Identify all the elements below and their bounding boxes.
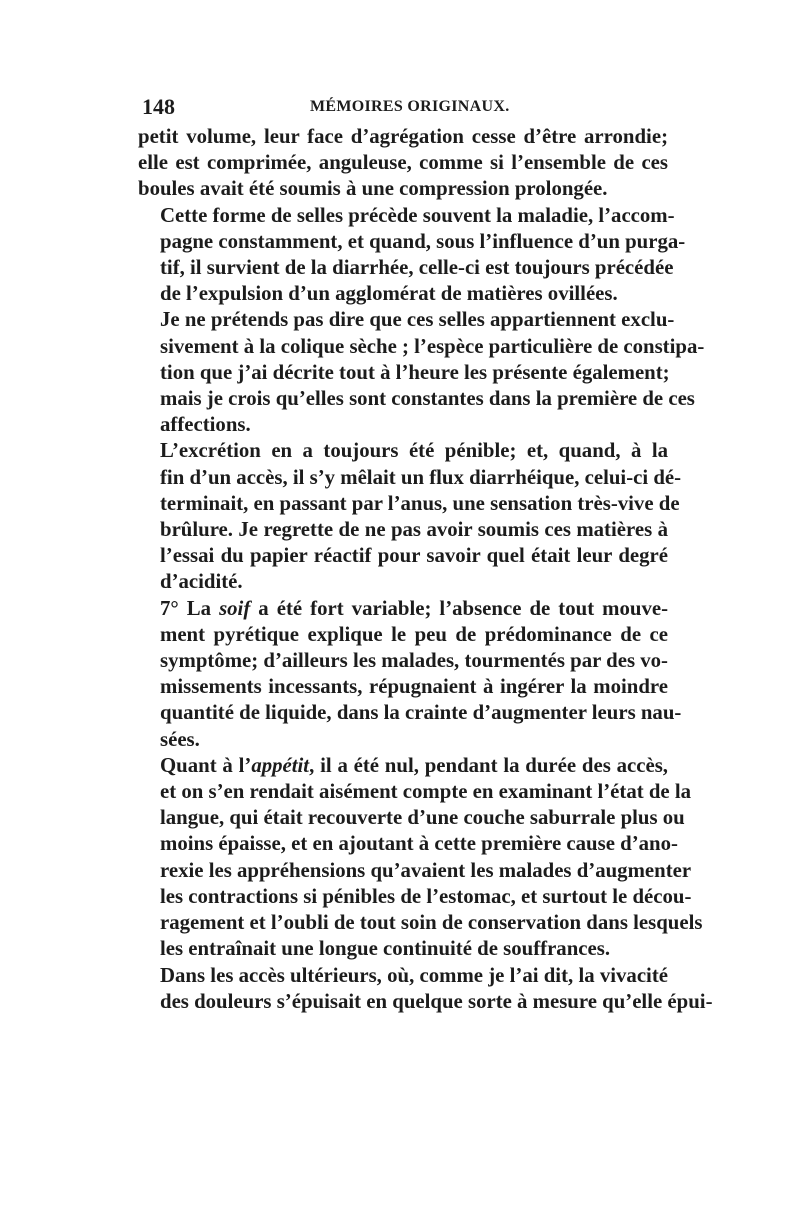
text-line: pagne constamment, et quand, sous l’influence d’un purga-: [160, 229, 686, 253]
text-line: moins épaisse, et en ajoutant à cette première cause d’ano-: [160, 832, 678, 856]
page-header: [138, 94, 668, 124]
page-number: 148: [142, 94, 175, 119]
text-line: Cette forme de selles précède souvent la maladie, l’accom-: [160, 203, 675, 227]
paragraph: [138, 963, 713, 1015]
text-line: Quant à l’appétit, il a été nul, pendant la durée des accès,: [160, 753, 668, 777]
text-line: quantité de liquide, dans la crainte d’augmenter leurs nau-: [160, 701, 682, 725]
paragraph: [138, 753, 703, 963]
text-line: sées.: [160, 727, 200, 751]
paragraph: [138, 307, 705, 438]
text-line: tif, il survient de la diarrhée, celle-ci est toujours précédée: [160, 256, 674, 280]
text-line: rexie les appréhensions qu’avaient les malades d’augmenter: [160, 858, 692, 882]
text-line: symptôme; d’ailleurs les malades, tourmentés par des vo-: [160, 649, 668, 673]
body-text: [138, 124, 713, 1015]
text-line: d’acidité.: [160, 570, 243, 594]
text-line: Dans les accès ultérieurs, où, comme je l’ai dit, la vivacité: [160, 963, 668, 987]
text-line: et on s’en rendait aisément compte en examinant l’état de la: [160, 780, 692, 804]
running-head: MÉMOIRES ORIGINAUX.: [310, 98, 510, 115]
text-line: Je ne prétends pas dire que ces selles appartiennent exclu-: [160, 308, 675, 332]
text-line: ment pyrétique explique le peu de prédominance de ce: [160, 622, 668, 646]
text-line: langue, qui était recouverte d’une couche saburrale plus ou: [160, 806, 685, 830]
text-line: l’essai du papier réactif pour savoir quel était leur degré: [160, 544, 668, 568]
text-line: affections.: [160, 413, 251, 437]
text-line: fin d’un accès, il s’y mêlait un flux diarrhéique, celui-ci dé-: [160, 465, 682, 489]
text-line: terminait, en passant par l’anus, une sensation très-vive de: [160, 491, 680, 515]
text-line: les contractions si pénibles de l’estomac, et surtout le décou-: [160, 884, 692, 908]
paragraph: [138, 596, 682, 753]
text-line: elle est comprimée, anguleuse, comme si l’ensemble de ces: [138, 151, 668, 175]
text-line: L’excrétion en a toujours été pénible; et, quand, à la: [160, 439, 668, 463]
text-line: sivement à la colique sèche ; l’espèce particulière de constipa-: [160, 334, 705, 358]
text-line: 7° La soif a été fort variable; l’absence de tout mouve-: [160, 596, 668, 620]
paragraph: [138, 438, 682, 595]
text-line: de l’expulsion d’un agglomérat de matières ovillées.: [160, 282, 618, 306]
text-line: les entraînait une longue continuité de souffrances.: [160, 937, 611, 961]
text-line: tion que j’ai décrite tout à l’heure les présente également;: [160, 360, 670, 384]
text-line: petit volume, leur face d’agrégation cesse d’être arrondie;: [138, 125, 668, 148]
paragraph: [138, 124, 668, 203]
text-line: missements incessants, répugnaient à ingérer la moindre: [160, 675, 668, 699]
text-line: boules avait été soumis à une compression prolongée.: [138, 177, 608, 201]
text-line: ragement et l’oubli de tout soin de conservation dans lesquels: [160, 911, 703, 935]
text-line: brûlure. Je regrette de ne pas avoir soumis ces matières à: [160, 518, 668, 542]
book-page: [138, 94, 713, 1015]
text-line: mais je crois qu’elles sont constantes dans la première de ces: [160, 387, 695, 411]
text-line: des douleurs s’épuisait en quelque sorte à mesure qu’elle épui-: [160, 989, 713, 1013]
paragraph: [138, 203, 686, 308]
